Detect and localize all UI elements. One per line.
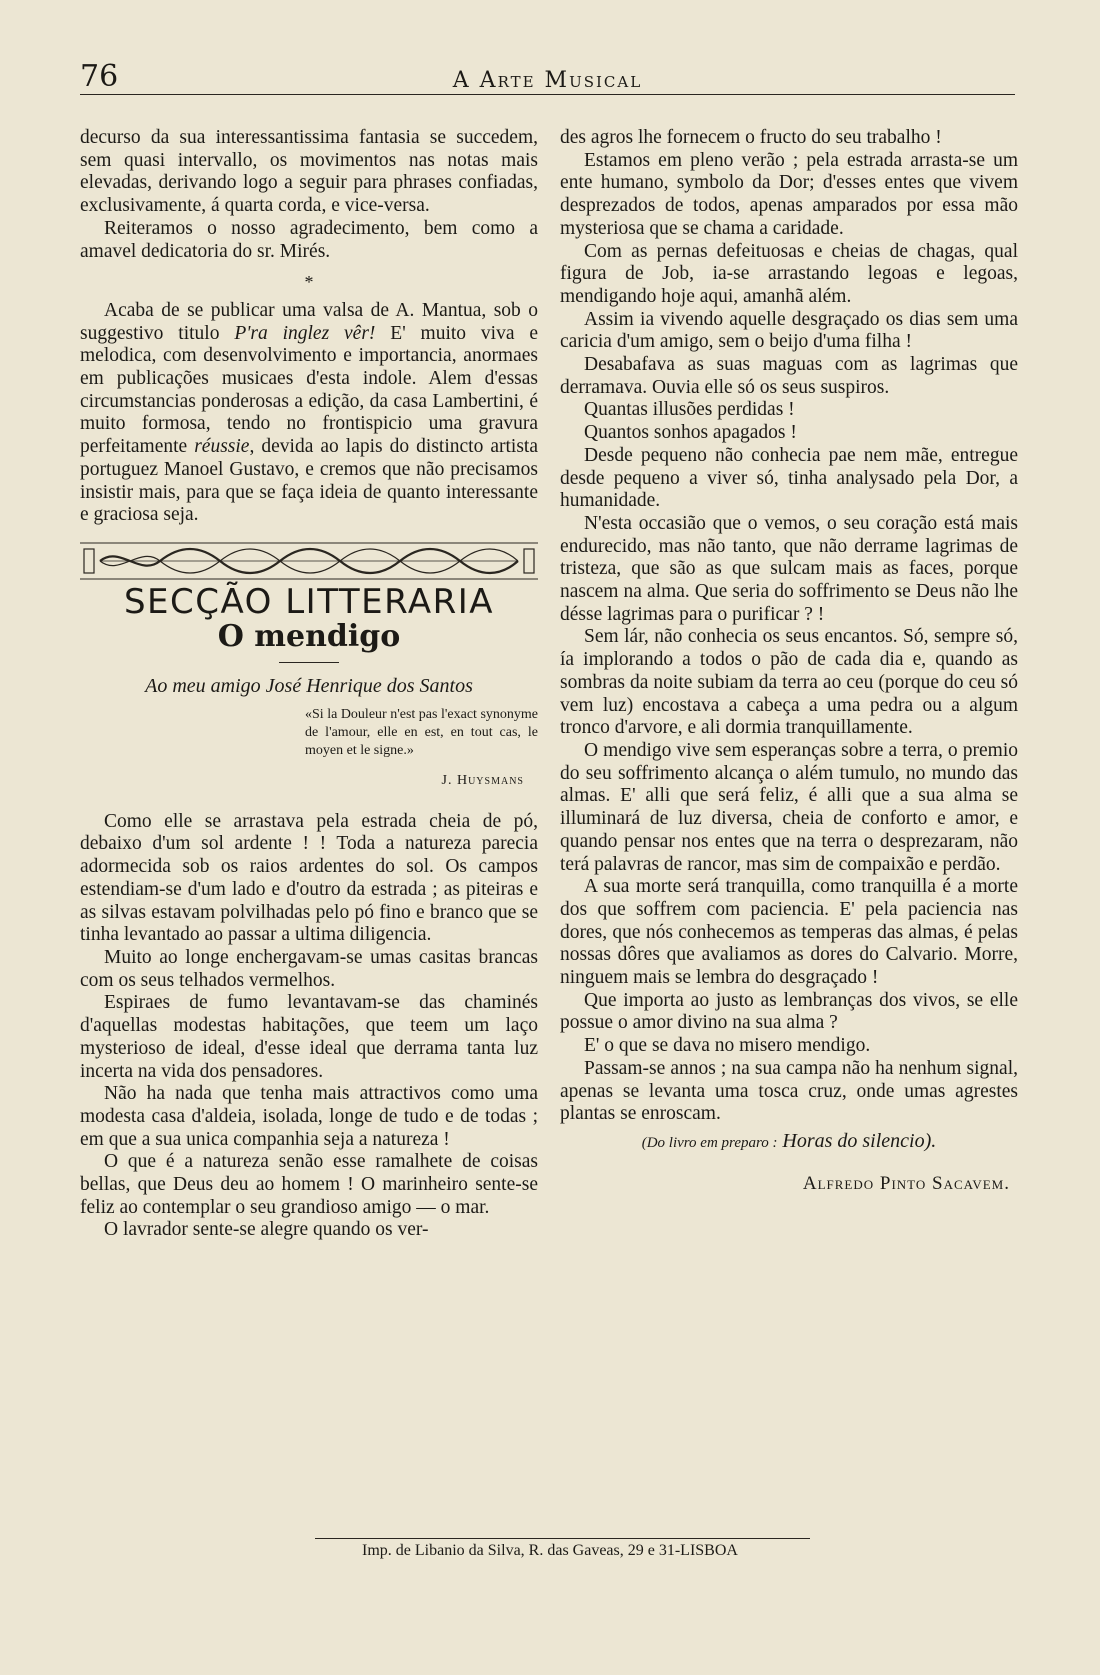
author-signature: Alfredo Pinto Sacavem. — [802, 1172, 1010, 1194]
paragraph: Quantos sonhos apagados ! — [584, 422, 797, 444]
paragraph: Desabafava as suas maguas com as lagrimas que derramava. Ouvia elle só os seus suspiros. — [560, 354, 1018, 398]
page-header — [80, 59, 1015, 95]
paragraph: Como elle se arrastava pela estrada cheia de pó, debaixo d'um sol ardente ! ! Toda a natureza parecia adormecida sob os raios ardentes do sol. Os campos estendiam-se d'um lado e d'outro da estrada ; as piteiras e as silvas estavam polvilhadas pelo pó fino e branco que se tinha levantado ao passar a ultima diligencia. — [80, 810, 538, 946]
paragraph: Sem lár, não conhecia os seus encantos. Só, sempre só, ía implorando a todos o pão de cada dia e, quando as sombras da noite subiam da terra ao ceu (porque do ceu só vem luz) encostava a cabeça a uma pedra ou a algum tronco d'arvore, e ali dormia tranquillamente. — [560, 626, 1018, 739]
paragraph: Desde pequeno não conhecia pae nem mãe, entregue desde pequeno a viver só, tinha analysado pela Dor, a humanidade. — [560, 444, 1018, 512]
paragraph: O que é a natureza senão esse ramalhete de coisas bellas, que Deus deu ao homem ! O marinheiro sente-se feliz ao contemplar o seu grandioso amigo — o mar. — [80, 1151, 538, 1218]
section-separator: * — [304, 272, 314, 293]
paragraph: Muito ao longe enchergavam-se umas casitas brancas com os seus telhados vermelhos. — [80, 946, 538, 991]
paragraph-text: , devida ao lapis do distincto artista portuguez Manoel Gustavo, e cremos que não precisamos insistir mais, para que se faça ideia de quanto interessante e graciosa seja. — [80, 436, 538, 526]
paragraph: Quantas illusões perdidas ! — [584, 399, 795, 421]
paragraph: E' o que se dava no misero mendigo. — [584, 1035, 871, 1057]
paragraph: decurso da sua interessantissima fantasia se succedem, sem quasi intervallo, os movimentos nas notas mais elevadas, derivando logo a seguir para phrases confiadas, exclusivamente, á quarta corda, e vice-versa. — [80, 127, 538, 217]
epigraph: «Si la Douleur n'est pas l'exact synonyme de l'amour, elle en est, en tout cas, le moyen et le signe.» — [305, 707, 538, 759]
ornamental-border — [80, 539, 538, 583]
paragraph: A sua morte será tranquilla, como tranquilla é a morte dos que soffrem com paciencia. E' pela paciencia nas dores, que nós conhecemos as temperas das almas, é pelas nossas dôres que avaliamos as dores do Calvario. Morre, ninguem mais se lembra do desgraçado ! — [560, 876, 1018, 989]
paragraph: Que importa ao justo as lembranças dos vivos, se elle possue o amor divino na sua alma ? — [560, 989, 1018, 1034]
paragraph-text: Acaba de se publicar uma valsa de A. Mantua, sob o suggestivo titulo — [80, 299, 538, 344]
footer-rule — [315, 1538, 810, 1539]
paragraph: Estamos em pleno verão ; pela estrada arrasta-se um ente humano, symbolo da Dor; d'esses entes que vivem desprezados de todos, apenas amparados por essa mão mysteriosa que se chama a caridade. — [560, 149, 1018, 239]
valsa-title: P'ra inglez vêr! — [234, 322, 376, 344]
valsa-paragraph — [80, 300, 538, 527]
paragraph-text: E' muito viva e melodica, com desenvolvimento e importancia, anormaes em publicações musicaes d'esta indole. Alem d'essas circumstancias ponderosas a edição, da casa Lambertini, é muito formosa, tendo no frontispicio uma gravura perfeitamente — [80, 322, 538, 458]
paragraph: O lavrador sente-se alegre quando os ver- — [104, 1219, 429, 1241]
paragraph: des agros lhe fornecem o fructo do seu trabalho ! — [560, 127, 942, 148]
page-number: 76 — [80, 59, 119, 94]
right-column — [560, 127, 1018, 1195]
printer-imprint: Imp. de Libanio da Silva, R. das Gaveas, 29 e 31-LISBOA — [362, 1542, 738, 1559]
paragraph: O mendigo vive sem esperanças sobre a terra, o premio do seu soffrimento alcança o além tumulo, no mundo das almas. E' alli que será feliz, é alli que a sua alma se illuminará de luz diversa, cheia de conforto e amor, e quando pensar nos entes que na terra o desprezaram, não terá palavras de rancor, mas sim de compaixão e perdão. — [560, 739, 1018, 875]
left-column — [80, 127, 538, 1242]
italic-word: réussie — [194, 436, 250, 458]
source-note — [560, 1130, 1018, 1155]
epigraph-author: J. Huysmans — [441, 773, 524, 789]
paragraph: Espiraes de fumo levantavam-se das chaminés d'aquellas modestas habitações, que teem um laço mysterioso de ideal, d'esse ideal que derrama tanta luz incerta na vida dos pensadores. — [80, 992, 538, 1082]
section-title: SECÇÃO LITTERARIA — [123, 581, 495, 622]
article-title: O mendigo — [217, 618, 401, 654]
paragraph: N'esta occasião que o vemos, o seu coração está mais endurecido, mas não tanto, que não derrame lagrimas de tristeza, que são as que sulcam mais as faces, porque nascem na alma. Que seria do soffrimento se Deus não lhe désse lagrimas para o purificar ? ! — [560, 512, 1018, 625]
journal-title: A Arte Musical — [452, 68, 643, 93]
source-title: Horas do silencio). — [782, 1129, 937, 1152]
paragraph: Com as pernas defeituosas e cheias de chagas, qual figura de Job, ia-se arrastando legoas e legoas, mendigando hoje aqui, amanhã além. — [560, 240, 1018, 307]
title-rule — [279, 662, 339, 663]
paragraph: Não ha nada que tenha mais attractivos como uma modesta casa d'aldeia, isolada, longe de tudo e de todas ; em que a sua unica companhia seja a natureza ! — [80, 1083, 538, 1150]
source-prefix: (Do livro em preparo : — [641, 1134, 778, 1151]
paragraph: Passam-se annos ; na sua campa não ha nenhum signal, apenas se levanta uma tosca cruz, onde umas agrestes plantas se enroscam. — [560, 1057, 1018, 1125]
paragraph: Reiteramos o nosso agradecimento, bem como a amavel dedicatoria do sr. Mirés. — [80, 217, 538, 262]
paragraph: Assim ia vivendo aquelle desgraçado os dias sem uma caricia d'um amigo, sem o beijo d'uma filha ! — [560, 308, 1018, 353]
dedication: Ao meu amigo José Henrique dos Santos — [145, 675, 473, 698]
